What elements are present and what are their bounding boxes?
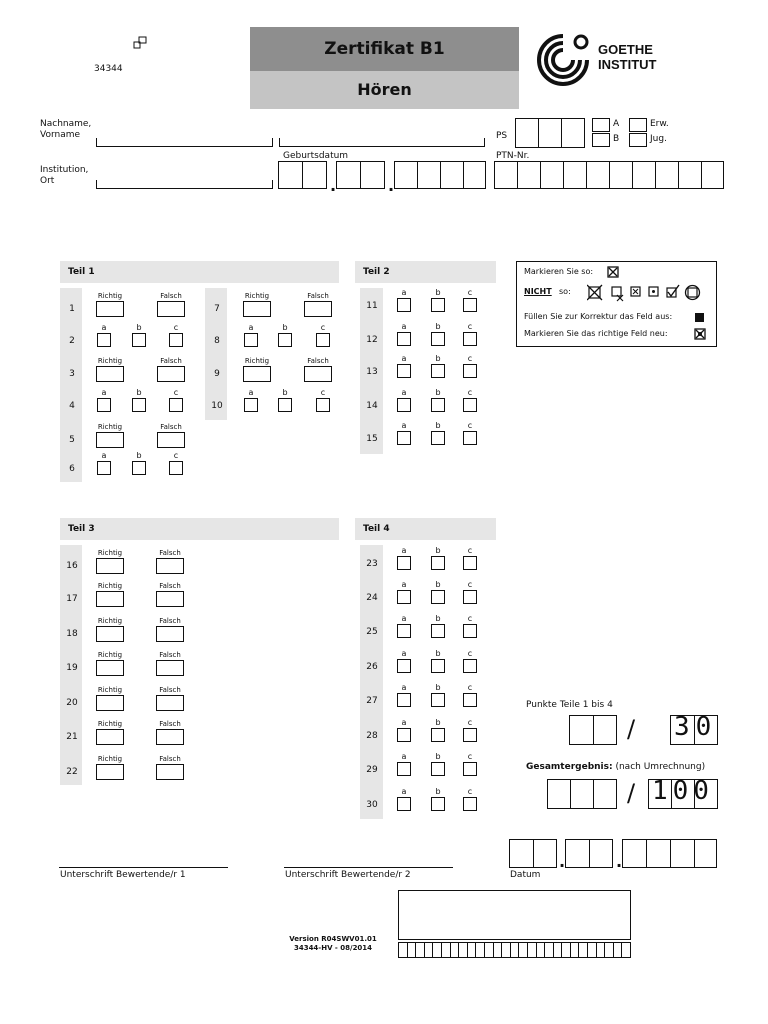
q8-option-b-box[interactable]	[278, 333, 292, 347]
q1-richtig-box[interactable]	[96, 301, 124, 317]
question-number: 12	[366, 335, 378, 345]
gesamt-max: 100	[652, 776, 714, 806]
question-number: 2	[69, 336, 75, 346]
question-number: 9	[214, 369, 220, 379]
legend-wrong-marks-icon	[587, 284, 711, 302]
q27-option-b-box[interactable]	[431, 693, 445, 707]
q1-falsch-box[interactable]	[157, 301, 185, 317]
option-label-c: c	[467, 421, 473, 430]
q4-option-a-box[interactable]	[97, 398, 111, 412]
q13-option-b-box[interactable]	[431, 364, 445, 378]
richtig-label: Richtig	[244, 357, 270, 365]
q4-option-c-box[interactable]	[169, 398, 183, 412]
ps-field[interactable]	[515, 118, 585, 148]
q12-option-c-box[interactable]	[463, 332, 477, 346]
teil1-header: Teil 1	[60, 261, 339, 283]
q16-richtig-box[interactable]	[96, 558, 124, 574]
q26-option-b-box[interactable]	[431, 659, 445, 673]
q22-falsch-box[interactable]	[156, 764, 184, 780]
option-label-c: c	[320, 388, 326, 397]
question-number: 10	[211, 401, 223, 411]
falsch-label: Falsch	[307, 292, 329, 300]
logo-text: GOETHE INSTITUT	[598, 42, 657, 72]
legend-filled-icon	[695, 313, 704, 322]
nachname-label: Nachname, Vorname	[40, 119, 92, 140]
option-label-b: b	[435, 354, 441, 363]
legend-box: Markieren Sie so: NICHT so: Füllen Sie zur Korrektur das Feld aus: Markieren Sie das richtige Feld neu:	[516, 261, 717, 347]
q11-option-c-box[interactable]	[463, 298, 477, 312]
q29-option-a-box[interactable]	[397, 762, 411, 776]
datum-day[interactable]	[509, 839, 557, 868]
q6-option-a-box[interactable]	[97, 461, 111, 475]
nachname-line-2[interactable]	[279, 146, 485, 147]
q5-richtig-box[interactable]	[96, 432, 124, 448]
q14-option-b-box[interactable]	[431, 398, 445, 412]
option-label-b: b	[435, 421, 441, 430]
option-label-b: b	[435, 649, 441, 658]
barcode-field	[398, 890, 631, 940]
page-subtitle: Hören	[357, 80, 412, 99]
option-label-a: a	[401, 388, 407, 397]
signature-line-1[interactable]	[59, 867, 228, 868]
falsch-label: Falsch	[159, 651, 181, 659]
question-number: 26	[366, 662, 378, 672]
falsch-label: Falsch	[160, 423, 182, 431]
option-label-b: b	[282, 388, 288, 397]
question-number: 15	[366, 434, 378, 444]
option-label-a: a	[401, 683, 407, 692]
punkte-label: Punkte Teile 1 bis 4	[526, 700, 613, 710]
falsch-label: Falsch	[159, 686, 181, 694]
institution-line[interactable]	[96, 188, 273, 189]
checkbox-jug[interactable]	[629, 133, 647, 147]
option-label-a: a	[101, 451, 107, 460]
option-label-c: c	[467, 288, 473, 297]
q10-option-b-box[interactable]	[278, 398, 292, 412]
option-label-c: c	[173, 388, 179, 397]
q2-option-a-box[interactable]	[97, 333, 111, 347]
q25-option-c-box[interactable]	[463, 624, 477, 638]
q17-richtig-box[interactable]	[96, 591, 124, 607]
punkte-field[interactable]	[569, 715, 617, 745]
q2-option-b-box[interactable]	[132, 333, 146, 347]
richtig-label: Richtig	[97, 549, 123, 557]
q23-option-c-box[interactable]	[463, 556, 477, 570]
option-label-b: b	[282, 323, 288, 332]
q20-richtig-box[interactable]	[96, 695, 124, 711]
datum-month[interactable]	[565, 839, 613, 868]
option-label-b: b	[136, 451, 142, 460]
gesamt-label: Gesamtergebnis:	[526, 762, 613, 772]
richtig-label: Richtig	[97, 755, 123, 763]
question-number: 21	[66, 732, 78, 742]
question-number: 25	[366, 627, 378, 637]
option-label-c: c	[467, 580, 473, 589]
q21-falsch-box[interactable]	[156, 729, 184, 745]
teil3-header: Teil 3	[60, 518, 339, 540]
option-label-a: a	[401, 718, 407, 727]
option-label-b: b	[435, 718, 441, 727]
page-title: Zertifikat B1	[324, 39, 445, 59]
corner-mark-icon	[133, 36, 149, 50]
q13-option-a-box[interactable]	[397, 364, 411, 378]
q12-option-b-box[interactable]	[431, 332, 445, 346]
option-label-a: a	[401, 354, 407, 363]
option-label-c: c	[467, 787, 473, 796]
datum-year[interactable]	[622, 839, 717, 868]
option-label-a: a	[101, 388, 107, 397]
question-number: 13	[366, 367, 378, 377]
q4-option-b-box[interactable]	[132, 398, 146, 412]
option-label-b: b	[435, 614, 441, 623]
q19-falsch-box[interactable]	[156, 660, 184, 676]
question-number: 29	[366, 765, 378, 775]
option-label-b: b	[435, 322, 441, 331]
question-number: 14	[366, 401, 378, 411]
option-label-a: a	[401, 288, 407, 297]
geburtsdatum-month[interactable]	[336, 161, 385, 189]
teil2-header: Teil 2	[355, 261, 496, 283]
falsch-label: Falsch	[159, 617, 181, 625]
title-sub-box	[250, 71, 519, 109]
richtig-label: Richtig	[97, 582, 123, 590]
question-number: 6	[69, 464, 75, 474]
option-label-c: c	[467, 388, 473, 397]
ps-label: PS	[496, 131, 508, 141]
option-label-c: c	[467, 354, 473, 363]
option-label-a: a	[401, 787, 407, 796]
gesamt-field[interactable]	[547, 779, 617, 809]
teil4-header: Teil 4	[355, 518, 496, 540]
q9-falsch-box[interactable]	[304, 366, 332, 382]
q14-option-c-box[interactable]	[463, 398, 477, 412]
falsch-label: Falsch	[160, 357, 182, 365]
datum-label: Datum	[510, 870, 541, 880]
q6-option-c-box[interactable]	[169, 461, 183, 475]
option-label-a: a	[401, 546, 407, 555]
legend-correct-mark-icon	[607, 266, 619, 278]
option-label-b: b	[435, 683, 441, 692]
q18-richtig-box[interactable]	[96, 626, 124, 642]
option-label-c: c	[467, 546, 473, 555]
q13-option-c-box[interactable]	[463, 364, 477, 378]
option-label-b: b	[136, 323, 142, 332]
option-label-c: c	[467, 649, 473, 658]
option-label-a: a	[101, 323, 107, 332]
question-number: 23	[366, 559, 378, 569]
barcode-ticks	[398, 942, 631, 958]
q22-richtig-box[interactable]	[96, 764, 124, 780]
falsch-label: Falsch	[159, 549, 181, 557]
q8-option-a-box[interactable]	[244, 333, 258, 347]
richtig-label: Richtig	[97, 292, 123, 300]
option-label-a: a	[401, 614, 407, 623]
question-number: 27	[366, 696, 378, 706]
q10-option-a-box[interactable]	[244, 398, 258, 412]
q3-richtig-box[interactable]	[96, 366, 124, 382]
q29-option-b-box[interactable]	[431, 762, 445, 776]
question-number: 7	[214, 304, 220, 314]
question-number: 17	[66, 594, 78, 604]
option-label-b: b	[136, 388, 142, 397]
option-label-a: a	[401, 322, 407, 331]
q11-option-a-box[interactable]	[397, 298, 411, 312]
option-label-c: c	[467, 322, 473, 331]
q10-option-c-box[interactable]	[316, 398, 330, 412]
q18-falsch-box[interactable]	[156, 626, 184, 642]
option-label-c: c	[467, 614, 473, 623]
q25-option-a-box[interactable]	[397, 624, 411, 638]
q9-richtig-box[interactable]	[243, 366, 271, 382]
geburtsdatum-label: Geburtsdatum	[283, 151, 349, 161]
question-number: 3	[69, 369, 75, 379]
option-label-b: b	[435, 787, 441, 796]
q6-option-b-box[interactable]	[132, 461, 146, 475]
q28-option-a-box[interactable]	[397, 728, 411, 742]
q20-falsch-box[interactable]	[156, 695, 184, 711]
q30-option-c-box[interactable]	[463, 797, 477, 811]
q29-option-c-box[interactable]	[463, 762, 477, 776]
option-label-b: b	[435, 752, 441, 761]
question-number: 1	[69, 304, 75, 314]
goethe-logo-icon	[533, 32, 593, 88]
q15-option-a-box[interactable]	[397, 431, 411, 445]
question-number: 22	[66, 767, 78, 777]
option-label-b: b	[435, 388, 441, 397]
q8-option-c-box[interactable]	[316, 333, 330, 347]
q14-option-a-box[interactable]	[397, 398, 411, 412]
question-number: 24	[366, 593, 378, 603]
q30-option-a-box[interactable]	[397, 797, 411, 811]
nachname-line-1[interactable]	[96, 146, 273, 147]
option-label-b: b	[435, 546, 441, 555]
richtig-label: Richtig	[97, 686, 123, 694]
q30-option-b-box[interactable]	[431, 797, 445, 811]
option-label-c: c	[173, 323, 179, 332]
form-id: 34344	[94, 64, 123, 74]
checkbox-erw[interactable]	[629, 118, 647, 132]
question-number: 30	[366, 800, 378, 810]
question-number: 20	[66, 698, 78, 708]
q7-falsch-box[interactable]	[304, 301, 332, 317]
q21-richtig-box[interactable]	[96, 729, 124, 745]
ptn-field[interactable]	[494, 161, 724, 189]
q15-option-b-box[interactable]	[431, 431, 445, 445]
option-label-a: a	[248, 323, 254, 332]
q3-falsch-box[interactable]	[157, 366, 185, 382]
q24-option-b-box[interactable]	[431, 590, 445, 604]
option-label-c: c	[467, 752, 473, 761]
richtig-label: Richtig	[97, 423, 123, 431]
q17-falsch-box[interactable]	[156, 591, 184, 607]
q28-option-c-box[interactable]	[463, 728, 477, 742]
question-number: 11	[366, 301, 378, 311]
geburtsdatum-year[interactable]	[394, 161, 486, 189]
q7-richtig-box[interactable]	[243, 301, 271, 317]
q28-option-b-box[interactable]	[431, 728, 445, 742]
q24-option-c-box[interactable]	[463, 590, 477, 604]
richtig-label: Richtig	[97, 617, 123, 625]
q5-falsch-box[interactable]	[157, 432, 185, 448]
option-label-c: c	[467, 683, 473, 692]
q2-option-c-box[interactable]	[169, 333, 183, 347]
checkbox-a[interactable]	[592, 118, 610, 132]
q16-falsch-box[interactable]	[156, 558, 184, 574]
falsch-label: Falsch	[159, 720, 181, 728]
option-label-c: c	[467, 718, 473, 727]
richtig-label: Richtig	[97, 651, 123, 659]
option-label-a: a	[401, 752, 407, 761]
question-number: 18	[66, 629, 78, 639]
q23-option-b-box[interactable]	[431, 556, 445, 570]
question-number: 28	[366, 731, 378, 741]
signature-label-2: Unterschrift Bewertende/r 2	[285, 870, 411, 880]
question-number: 4	[69, 401, 75, 411]
option-label-c: c	[173, 451, 179, 460]
question-number: 8	[214, 336, 220, 346]
ptn-label: PTN-Nr.	[496, 151, 530, 161]
geburtsdatum-day[interactable]	[278, 161, 327, 189]
signature-label-1: Unterschrift Bewertende/r 1	[60, 870, 186, 880]
title-main-box	[250, 27, 519, 71]
q11-option-b-box[interactable]	[431, 298, 445, 312]
richtig-label: Richtig	[97, 720, 123, 728]
punkte-max: 30	[674, 712, 718, 742]
falsch-label: Falsch	[307, 357, 329, 365]
q15-option-c-box[interactable]	[463, 431, 477, 445]
option-label-b: b	[435, 580, 441, 589]
option-label-b: b	[435, 288, 441, 297]
question-number: 19	[66, 663, 78, 673]
q12-option-a-box[interactable]	[397, 332, 411, 346]
q27-option-c-box[interactable]	[463, 693, 477, 707]
question-number: 5	[69, 435, 75, 445]
option-label-a: a	[401, 649, 407, 658]
question-number: 16	[66, 561, 78, 571]
q19-richtig-box[interactable]	[96, 660, 124, 676]
richtig-label: Richtig	[97, 357, 123, 365]
q26-option-a-box[interactable]	[397, 659, 411, 673]
option-label-a: a	[401, 580, 407, 589]
falsch-label: Falsch	[159, 755, 181, 763]
version-text: Version R04SWV01.01 34344-HV - 08/2014	[289, 935, 377, 952]
option-label-c: c	[320, 323, 326, 332]
signature-line-2[interactable]	[284, 867, 453, 868]
richtig-label: Richtig	[244, 292, 270, 300]
falsch-label: Falsch	[159, 582, 181, 590]
q24-option-a-box[interactable]	[397, 590, 411, 604]
q23-option-a-box[interactable]	[397, 556, 411, 570]
institution-label: Institution, Ort	[40, 165, 89, 186]
q27-option-a-box[interactable]	[397, 693, 411, 707]
q26-option-c-box[interactable]	[463, 659, 477, 673]
q25-option-b-box[interactable]	[431, 624, 445, 638]
falsch-label: Falsch	[160, 292, 182, 300]
option-label-a: a	[248, 388, 254, 397]
option-label-a: a	[401, 421, 407, 430]
legend-remark-icon	[694, 328, 706, 340]
checkbox-b[interactable]	[592, 133, 610, 147]
